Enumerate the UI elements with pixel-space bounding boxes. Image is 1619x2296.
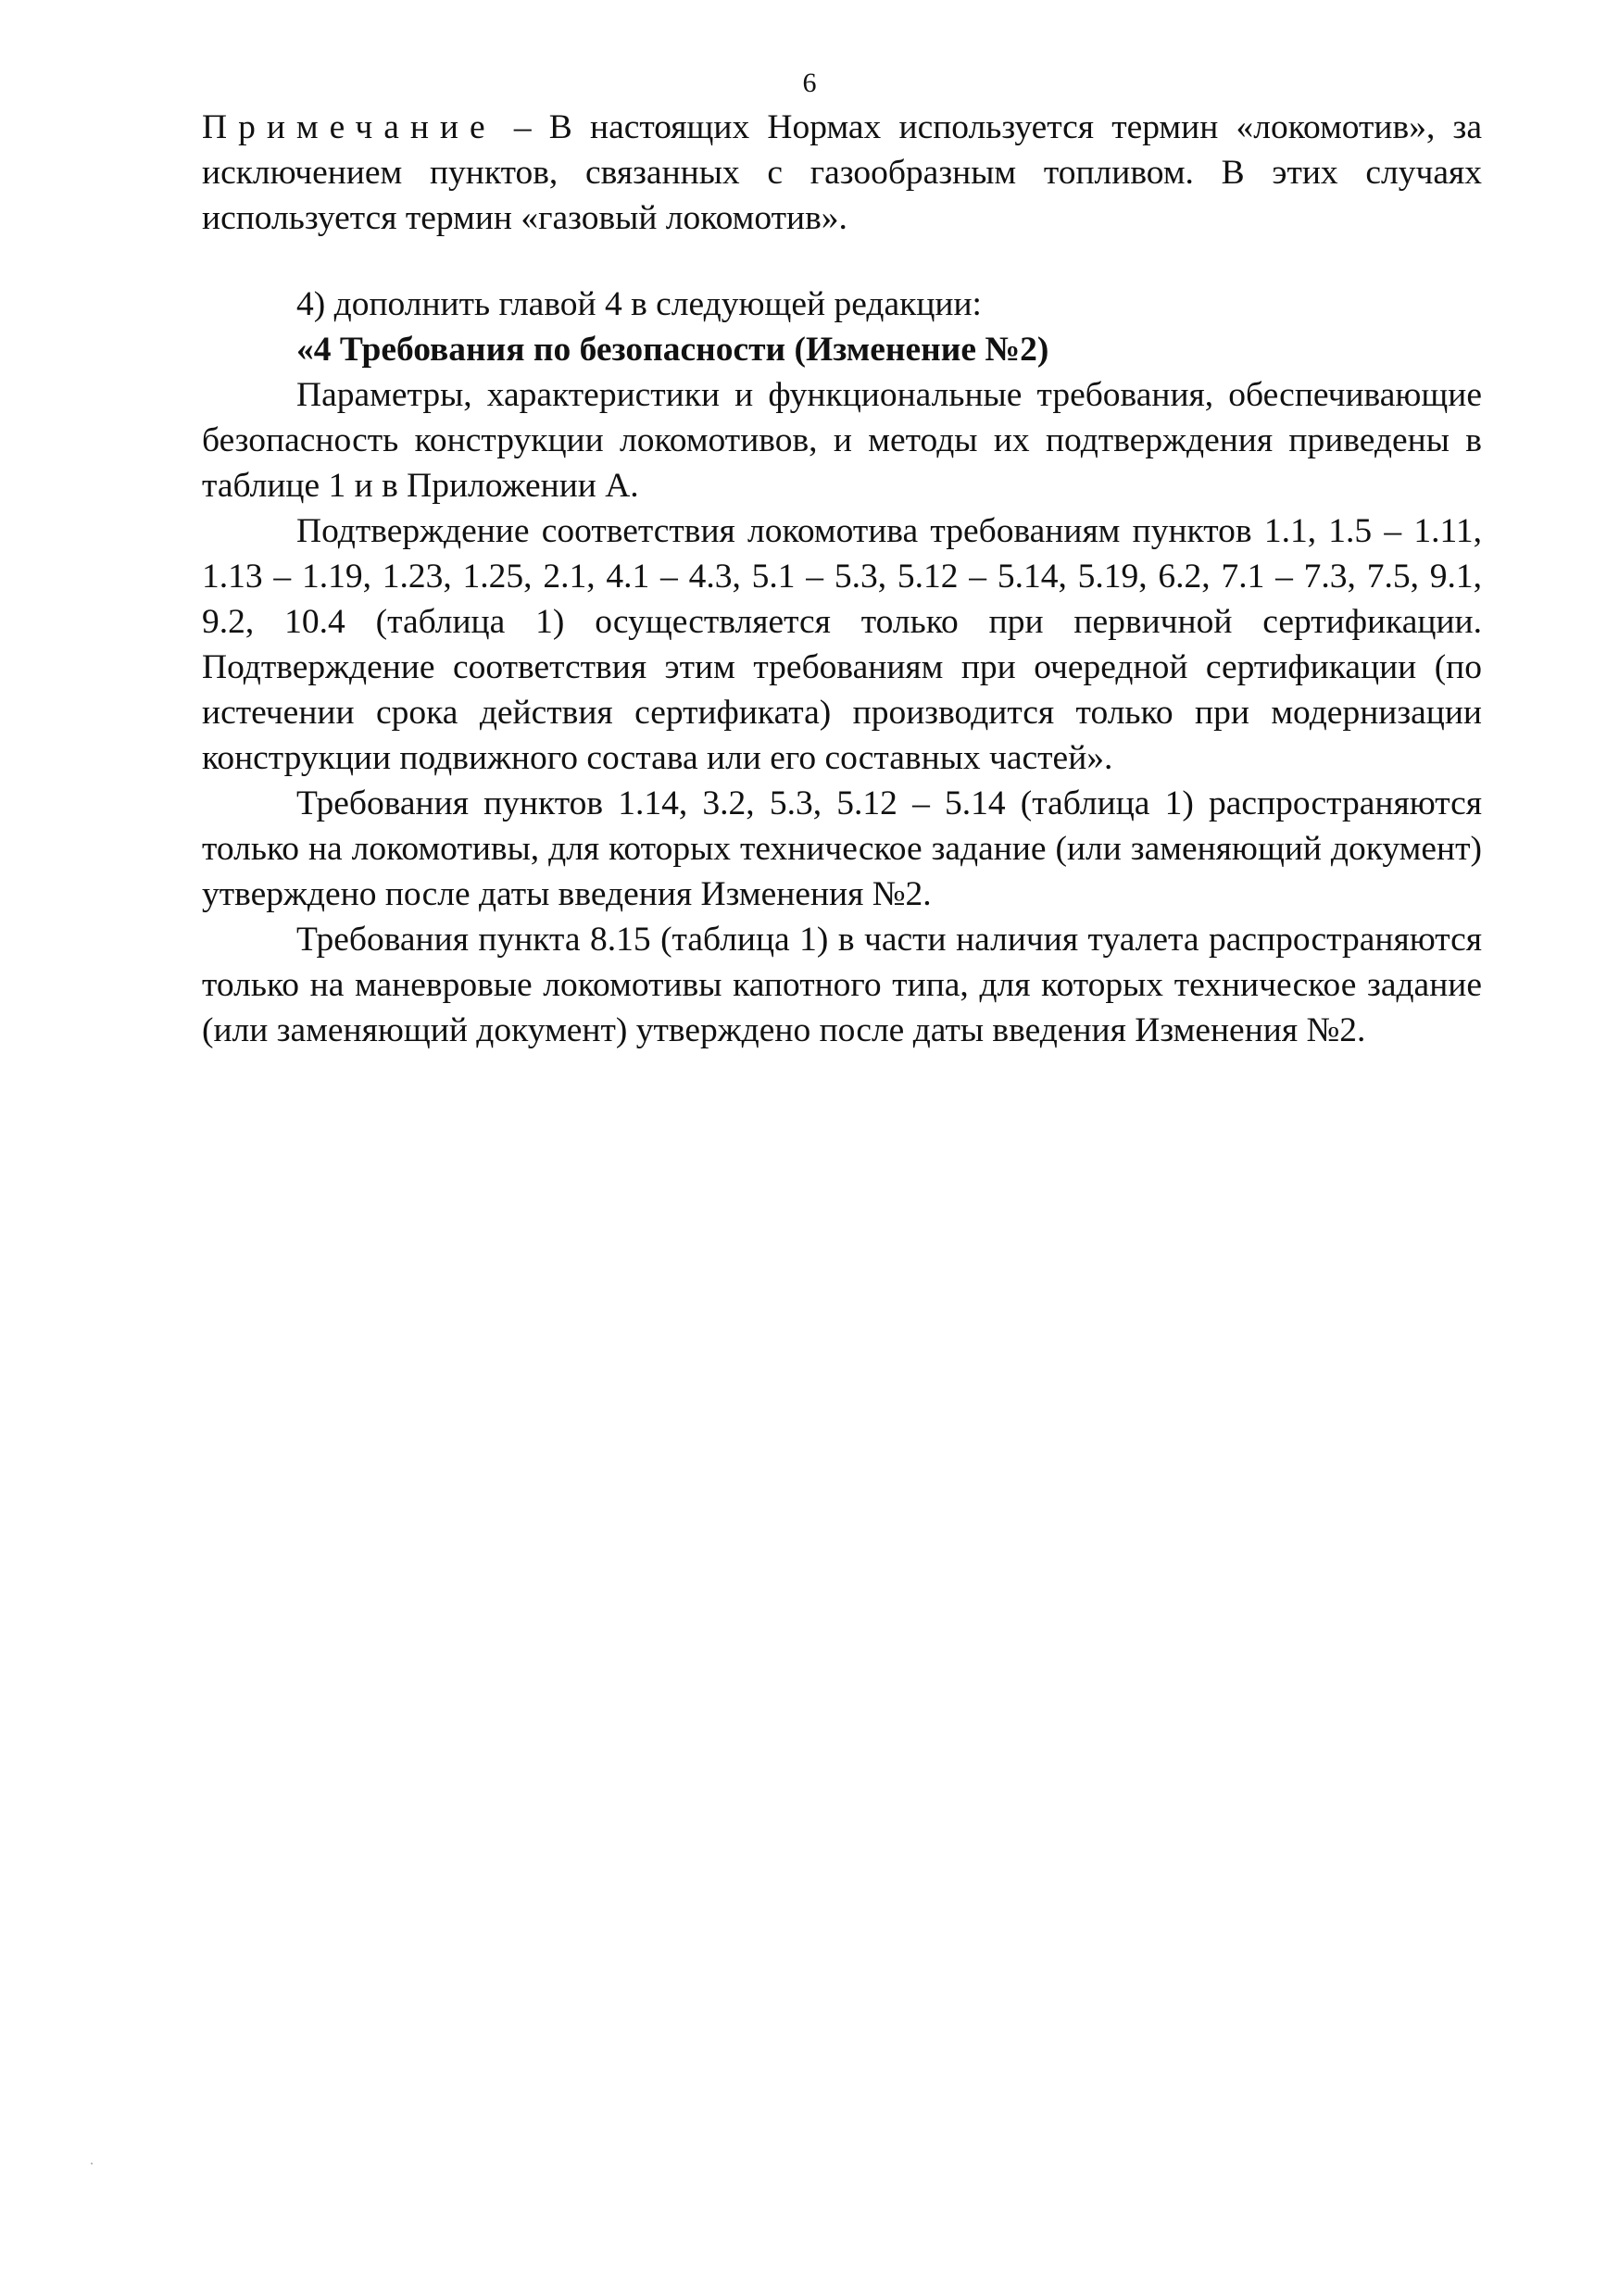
- paragraph-gap: [202, 241, 1482, 282]
- body-paragraph-4: Требования пункта 8.15 (таблица 1) в части наличия туалета распространяются только на маневровые локомотивы капотного типа, для которых техническое задание (или заменяющий документ) утверждено после даты введения Изменения №2.: [202, 921, 1482, 1049]
- section-heading: «4 Требования по безопасности (Изменение №2): [296, 331, 1049, 369]
- body-paragraph-1: Параметры, характеристики и функциональные требования, обеспечивающие безопасность конструкции локомотивов, и методы их подтверждения приведены в таблице 1 и в Приложении А.: [202, 376, 1482, 505]
- note-label: Примечание: [202, 108, 496, 146]
- document-body: [202, 105, 1482, 1053]
- item4-intro: 4) дополнить главой 4 в следующей редакции:: [296, 285, 982, 323]
- note-paragraph: [202, 105, 1482, 241]
- page-number: 6: [802, 68, 817, 98]
- scan-artifact: [91, 2163, 93, 2164]
- body-paragraph-2: Подтверждение соответствия локомотива требованиям пунктов 1.1, 1.5 – 1.11, 1.13 – 1.19, 1.23, 1.25, 2.1, 4.1 – 4.3, 5.1 – 5.3, 5.12 – 5.14, 5.19, 6.2, 7.1 – 7.3, 7.5, 9.1, 9.2, 10.4 (таблица 1) осуществляется только при первичной сертификации. Подтверждение соответствия этим требованиям при очередной сертификации (по истечении срока действия сертификата) производится только при модернизации конструкции подвижного состава или его составных частей».: [202, 512, 1482, 777]
- body-paragraph-3: Требования пунктов 1.14, 3.2, 5.3, 5.12 – 5.14 (таблица 1) распространяются только на локомотивы, для которых техническое задание (или заменяющий документ) утверждено после даты введения Изменения №2.: [202, 784, 1482, 913]
- note-text: – В настоящих Нормах используется термин «локомотив», за исключением пунктов, связанных с газообразным топливом. В этих случаях используется термин «газовый локомотив».: [202, 108, 1482, 237]
